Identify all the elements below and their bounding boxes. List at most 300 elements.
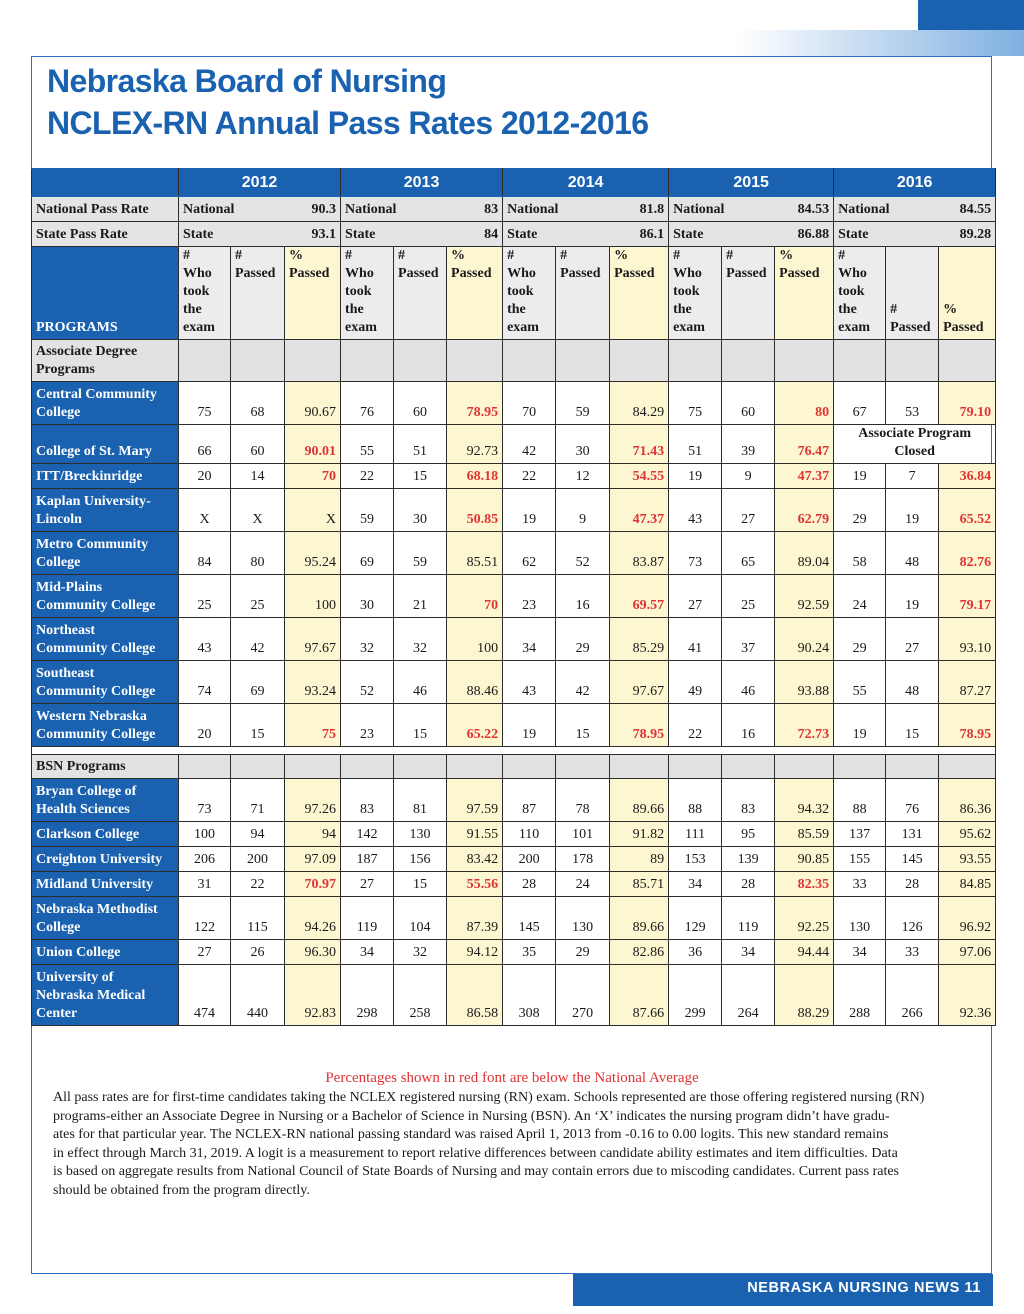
program-name <box>32 847 179 872</box>
rate-cell-value: 84.55 <box>959 202 992 217</box>
pct-passed-below-average: 70.97 <box>285 872 341 897</box>
took-exam-count: 23 <box>341 704 394 747</box>
took-exam-count: 27 <box>179 940 231 965</box>
pct-passed: 89.66 <box>610 897 669 940</box>
section-blank-cell <box>722 340 775 382</box>
rate-cell-value: 84.53 <box>797 202 830 217</box>
program-row <box>32 872 996 897</box>
rate-cell-value: 89.28 <box>959 227 992 242</box>
pct-passed: 87.39 <box>447 897 503 940</box>
text-line: Southeast <box>36 666 95 681</box>
program-name <box>32 618 179 661</box>
took-exam-count: 75 <box>669 382 722 425</box>
rate-cell-value: 86.1 <box>639 227 665 242</box>
pct-passed: 92.59 <box>775 575 834 618</box>
text-line: took <box>345 284 372 299</box>
rate-cell <box>503 222 669 247</box>
passed-count: 39 <box>722 425 775 464</box>
passed-count: 59 <box>556 382 610 425</box>
pct-passed-below-average: 90.01 <box>285 425 341 464</box>
passed-count: 28 <box>886 872 939 897</box>
pct-passed: 85.71 <box>610 872 669 897</box>
program-row <box>32 464 996 489</box>
rate-cell-label: National <box>838 202 890 217</box>
rate-cell <box>669 197 834 222</box>
passed-count: 60 <box>394 382 447 425</box>
passed-count: 115 <box>231 897 285 940</box>
section-blank-cell <box>231 340 285 382</box>
year-header: 2013 <box>341 169 503 197</box>
text-line: # <box>345 248 353 263</box>
corner-color-block <box>918 0 1024 30</box>
program-name <box>32 779 179 822</box>
took-exam-count: 298 <box>341 965 394 1026</box>
text-line: % <box>451 248 466 263</box>
program-row <box>32 532 996 575</box>
pct-passed: 83.42 <box>447 847 503 872</box>
program-name <box>32 822 179 847</box>
text-line: # <box>398 248 406 263</box>
passed-count: 25 <box>231 575 285 618</box>
header-pct-passed <box>939 247 996 340</box>
pct-passed: 92.73 <box>447 425 503 464</box>
year-corner-cell <box>32 169 179 197</box>
took-exam-count: 19 <box>834 464 886 489</box>
program-row <box>32 822 996 847</box>
pct-passed-below-average: 80 <box>775 382 834 425</box>
text-line: Who <box>838 266 867 281</box>
took-exam-count: 119 <box>341 897 394 940</box>
rate-cell-label: State <box>507 227 538 242</box>
program-name <box>32 532 179 575</box>
text-line: Associate Program <box>858 426 972 441</box>
text-line: the <box>183 302 202 317</box>
text-line: % <box>614 248 629 263</box>
took-exam-count: 308 <box>503 965 556 1026</box>
section-blank-cell <box>610 755 669 779</box>
took-exam-count: 28 <box>503 872 556 897</box>
text-line: Community College <box>36 598 156 613</box>
rate-cell-value: 83 <box>484 202 499 217</box>
section-blank-cell <box>231 755 285 779</box>
took-exam-count: 55 <box>834 661 886 704</box>
header-took-exam <box>834 247 886 340</box>
took-exam-count: 29 <box>834 489 886 532</box>
text-line: Passed <box>779 266 820 281</box>
text-line: took <box>183 284 210 299</box>
rate-cell-label: State <box>183 227 214 242</box>
spacer-cell <box>32 747 996 755</box>
took-exam-count: 74 <box>179 661 231 704</box>
passed-count: 48 <box>886 532 939 575</box>
pct-passed: 92.83 <box>285 965 341 1026</box>
header-passed <box>394 247 447 340</box>
passed-count: 130 <box>394 822 447 847</box>
took-exam-count: 73 <box>179 779 231 822</box>
pct-passed: 91.55 <box>447 822 503 847</box>
header-pct-passed <box>775 247 834 340</box>
text-line: Lincoln <box>36 512 82 527</box>
text-line: Passed <box>890 320 931 335</box>
passed-count: 24 <box>556 872 610 897</box>
pct-passed-below-average: 36.84 <box>939 464 996 489</box>
rate-cell <box>834 222 996 247</box>
header-passed <box>231 247 285 340</box>
text-line: % <box>289 248 303 263</box>
pct-passed: 90.67 <box>285 382 341 425</box>
text-line: Community College <box>36 641 156 656</box>
text-line: Clarkson College <box>36 827 140 842</box>
took-exam-count: 34 <box>341 940 394 965</box>
red-font-legend: Percentages shown in red font are below the National Average <box>325 1070 699 1086</box>
text-line: took <box>838 284 865 299</box>
text-line: # <box>673 248 681 263</box>
passed-count: 15 <box>556 704 610 747</box>
section-blank-cell <box>394 755 447 779</box>
pct-passed: 100 <box>285 575 341 618</box>
section-blank-cell <box>834 755 886 779</box>
text-line: % <box>779 248 794 263</box>
title-line-1: Nebraska Board of Nursing <box>47 63 447 99</box>
text-line: Passed <box>451 266 492 281</box>
took-exam-count: 75 <box>179 382 231 425</box>
pct-passed: 82.86 <box>610 940 669 965</box>
text-line: % <box>943 302 958 317</box>
text-line: Community College <box>36 727 156 742</box>
pct-passed-below-average: 50.85 <box>447 489 503 532</box>
passed-count: 126 <box>886 897 939 940</box>
passed-count: 68 <box>231 382 285 425</box>
took-exam-count: 43 <box>503 661 556 704</box>
rate-cell <box>341 222 503 247</box>
passed-count: 119 <box>722 897 775 940</box>
took-exam-count: 55 <box>341 425 394 464</box>
section-title <box>32 755 179 779</box>
program-row <box>32 661 996 704</box>
rate-cell-label: National <box>673 202 725 217</box>
passed-count: 25 <box>722 575 775 618</box>
took-exam-count: 29 <box>834 618 886 661</box>
program-name <box>32 575 179 618</box>
pct-passed-below-average: 78.95 <box>939 704 996 747</box>
took-exam-count: 288 <box>834 965 886 1026</box>
took-exam-count: 31 <box>179 872 231 897</box>
text-line: Associate Degree <box>36 344 138 359</box>
took-exam-count: 88 <box>669 779 722 822</box>
passed-count: 440 <box>231 965 285 1026</box>
took-exam-count: 187 <box>341 847 394 872</box>
program-row <box>32 779 996 822</box>
text-line: College <box>36 555 81 570</box>
passed-count: 9 <box>556 489 610 532</box>
section-blank-cell <box>886 755 939 779</box>
passed-count: 80 <box>231 532 285 575</box>
section-blank-cell <box>775 340 834 382</box>
programs-header: PROGRAMS <box>32 247 179 340</box>
passed-count: 81 <box>394 779 447 822</box>
pct-passed: 97.67 <box>285 618 341 661</box>
took-exam-count: X <box>179 489 231 532</box>
column-header-row <box>32 247 996 340</box>
took-exam-count: 67 <box>834 382 886 425</box>
pct-passed: 94.32 <box>775 779 834 822</box>
pct-passed: 92.25 <box>775 897 834 940</box>
year-header: 2015 <box>669 169 834 197</box>
took-exam-count: 22 <box>503 464 556 489</box>
program-name <box>32 897 179 940</box>
pct-passed: 94.12 <box>447 940 503 965</box>
text-line: Creighton University <box>36 852 163 867</box>
header-passed <box>556 247 610 340</box>
passed-count: 60 <box>231 425 285 464</box>
rate-cell <box>341 197 503 222</box>
pct-passed: X <box>285 489 341 532</box>
passed-count: 258 <box>394 965 447 1026</box>
pct-passed-below-average: 55.56 <box>447 872 503 897</box>
pct-passed: 84.29 <box>610 382 669 425</box>
rate-cell-value: 90.3 <box>311 202 337 217</box>
text-line: should be obtained from the program directly. <box>53 1182 310 1198</box>
pct-passed: 90.85 <box>775 847 834 872</box>
took-exam-count: 66 <box>179 425 231 464</box>
pct-passed-below-average: 75 <box>285 704 341 747</box>
took-exam-count: 34 <box>503 618 556 661</box>
text-line: Closed <box>894 444 935 459</box>
passed-count: 37 <box>722 618 775 661</box>
took-exam-count: 42 <box>503 425 556 464</box>
program-row <box>32 618 996 661</box>
passed-count: 83 <box>722 779 775 822</box>
took-exam-count: 20 <box>179 464 231 489</box>
rate-cell-value: 81.8 <box>639 202 665 217</box>
pct-passed: 91.82 <box>610 822 669 847</box>
header-pct-passed <box>610 247 669 340</box>
program-row <box>32 382 996 425</box>
passed-count: 7 <box>886 464 939 489</box>
passed-count: 65 <box>722 532 775 575</box>
took-exam-count: 23 <box>503 575 556 618</box>
text-line: Nebraska Medical <box>36 988 146 1003</box>
text-line: Western Nebraska <box>36 709 147 724</box>
took-exam-count: 22 <box>669 704 722 747</box>
passed-count: 22 <box>231 872 285 897</box>
pct-passed: 97.67 <box>610 661 669 704</box>
text-line: exam <box>183 320 215 335</box>
text-line: Passed <box>560 266 601 281</box>
took-exam-count: 83 <box>341 779 394 822</box>
text-line: Union College <box>36 945 121 960</box>
rate-cell <box>179 222 341 247</box>
took-exam-count: 474 <box>179 965 231 1026</box>
text-line: Metro Community <box>36 537 149 552</box>
took-exam-count: 43 <box>669 489 722 532</box>
took-exam-count: 51 <box>669 425 722 464</box>
pct-passed-below-average: 72.73 <box>775 704 834 747</box>
took-exam-count: 19 <box>834 704 886 747</box>
program-name <box>32 382 179 425</box>
pct-passed: 90.24 <box>775 618 834 661</box>
passed-count: 15 <box>394 464 447 489</box>
text-line: # <box>890 302 898 317</box>
took-exam-count: 155 <box>834 847 886 872</box>
header-took-exam <box>341 247 394 340</box>
pct-passed-below-average: 47.37 <box>610 489 669 532</box>
pct-passed-below-average: 62.79 <box>775 489 834 532</box>
text-line: Midland University <box>36 877 154 892</box>
header-took-exam <box>503 247 556 340</box>
section-blank-cell <box>179 340 231 382</box>
took-exam-count: 19 <box>669 464 722 489</box>
program-row <box>32 704 996 747</box>
took-exam-count: 111 <box>669 822 722 847</box>
pct-passed: 96.30 <box>285 940 341 965</box>
header-took-exam <box>669 247 722 340</box>
program-name <box>32 425 179 464</box>
passed-count: 12 <box>556 464 610 489</box>
took-exam-count: 142 <box>341 822 394 847</box>
took-exam-count: 70 <box>503 382 556 425</box>
text-line: Bryan College of <box>36 784 137 799</box>
pct-passed-below-average: 70 <box>285 464 341 489</box>
pct-passed: 89.04 <box>775 532 834 575</box>
took-exam-count: 122 <box>179 897 231 940</box>
text-line: Kaplan University- <box>36 494 151 509</box>
text-line: exam <box>838 320 871 335</box>
passed-count: 9 <box>722 464 775 489</box>
pct-passed: 88.29 <box>775 965 834 1026</box>
passed-count: 78 <box>556 779 610 822</box>
passed-count: 264 <box>722 965 775 1026</box>
rate-cell <box>834 197 996 222</box>
rate-cell-value: 84 <box>484 227 499 242</box>
took-exam-count: 27 <box>669 575 722 618</box>
program-name <box>32 489 179 532</box>
took-exam-count: 35 <box>503 940 556 965</box>
pct-passed: 83.87 <box>610 532 669 575</box>
passed-count: 33 <box>886 940 939 965</box>
pct-passed: 84.85 <box>939 872 996 897</box>
section-blank-cell <box>669 340 722 382</box>
passed-count: 53 <box>886 382 939 425</box>
pct-passed: 92.36 <box>939 965 996 1026</box>
took-exam-count: 137 <box>834 822 886 847</box>
passed-count: 30 <box>556 425 610 464</box>
text-line: University of <box>36 970 114 985</box>
pct-passed: 97.09 <box>285 847 341 872</box>
passed-count: 30 <box>394 489 447 532</box>
text-line: # <box>838 248 846 263</box>
passed-count: 26 <box>231 940 285 965</box>
took-exam-count: 33 <box>834 872 886 897</box>
section-blank-cell <box>610 340 669 382</box>
passed-count: 28 <box>722 872 775 897</box>
took-exam-count: 87 <box>503 779 556 822</box>
section-blank-cell <box>503 755 556 779</box>
pct-passed: 95.62 <box>939 822 996 847</box>
pct-passed: 100 <box>447 618 503 661</box>
passed-count: 46 <box>722 661 775 704</box>
pct-passed: 93.88 <box>775 661 834 704</box>
section-title <box>32 340 179 382</box>
passed-count: 178 <box>556 847 610 872</box>
text-line: the <box>345 302 364 317</box>
section-blank-cell <box>447 340 503 382</box>
rate-cell-value: 86.88 <box>797 227 830 242</box>
text-line: College <box>36 920 81 935</box>
text-line: Central Community <box>36 387 157 402</box>
text-line: Northeast <box>36 623 96 638</box>
text-line: took <box>673 284 700 299</box>
header-took-exam <box>179 247 231 340</box>
text-line: in effect through March 31, 2019. A logit is a measurement to report relative differences between candidate ability estimates and item difficulties. Data <box>53 1145 898 1161</box>
year-header: 2014 <box>503 169 669 197</box>
passed-count: 42 <box>556 661 610 704</box>
section-title-row <box>32 340 996 382</box>
passed-count: 16 <box>722 704 775 747</box>
section-blank-cell <box>556 340 610 382</box>
footer-banner: NEBRASKA NURSING NEWS 11 <box>573 1274 993 1306</box>
took-exam-count: 130 <box>834 897 886 940</box>
section-blank-cell <box>341 340 394 382</box>
passed-count: 130 <box>556 897 610 940</box>
program-closed-note <box>834 425 996 464</box>
pct-passed-below-average: 69.57 <box>610 575 669 618</box>
pct-passed-below-average: 82.35 <box>775 872 834 897</box>
pct-passed-below-average: 78.95 <box>610 704 669 747</box>
took-exam-count: 24 <box>834 575 886 618</box>
pct-passed-below-average: 79.10 <box>939 382 996 425</box>
text-line: is based on aggregate results from National Council of State Boards of Nursing and may contain errors due to miscoding candidates. Current pass rates <box>53 1164 900 1179</box>
took-exam-count: 52 <box>341 661 394 704</box>
text-line: Who <box>345 266 374 281</box>
passed-count: 270 <box>556 965 610 1026</box>
section-spacer <box>32 747 996 755</box>
pct-passed-below-average: 65.22 <box>447 704 503 747</box>
state-row <box>32 222 996 247</box>
took-exam-count: 299 <box>669 965 722 1026</box>
passed-count: 27 <box>722 489 775 532</box>
took-exam-count: 25 <box>179 575 231 618</box>
rate-cell-label: State <box>838 227 869 242</box>
pct-passed-below-average: 65.52 <box>939 489 996 532</box>
program-row <box>32 489 996 532</box>
passed-count: 19 <box>886 575 939 618</box>
passed-count: 139 <box>722 847 775 872</box>
took-exam-count: 206 <box>179 847 231 872</box>
pct-passed: 93.10 <box>939 618 996 661</box>
pct-passed: 86.58 <box>447 965 503 1026</box>
took-exam-count: 27 <box>341 872 394 897</box>
header-pct-passed <box>285 247 341 340</box>
program-name <box>32 965 179 1026</box>
text-line: # <box>235 248 242 263</box>
section-blank-cell <box>285 340 341 382</box>
pct-passed: 94 <box>285 822 341 847</box>
program-name <box>32 704 179 747</box>
footnote-text <box>53 1089 978 1200</box>
took-exam-count: 145 <box>503 897 556 940</box>
rate-cell-label: National <box>345 202 397 217</box>
text-line: Passed <box>943 320 984 335</box>
text-line: Passed <box>289 266 330 281</box>
pct-passed-below-average: 78.95 <box>447 382 503 425</box>
passed-count: 71 <box>231 779 285 822</box>
text-line: # <box>726 248 734 263</box>
passed-count: X <box>231 489 285 532</box>
took-exam-count: 62 <box>503 532 556 575</box>
passed-count: 15 <box>394 872 447 897</box>
program-name <box>32 940 179 965</box>
